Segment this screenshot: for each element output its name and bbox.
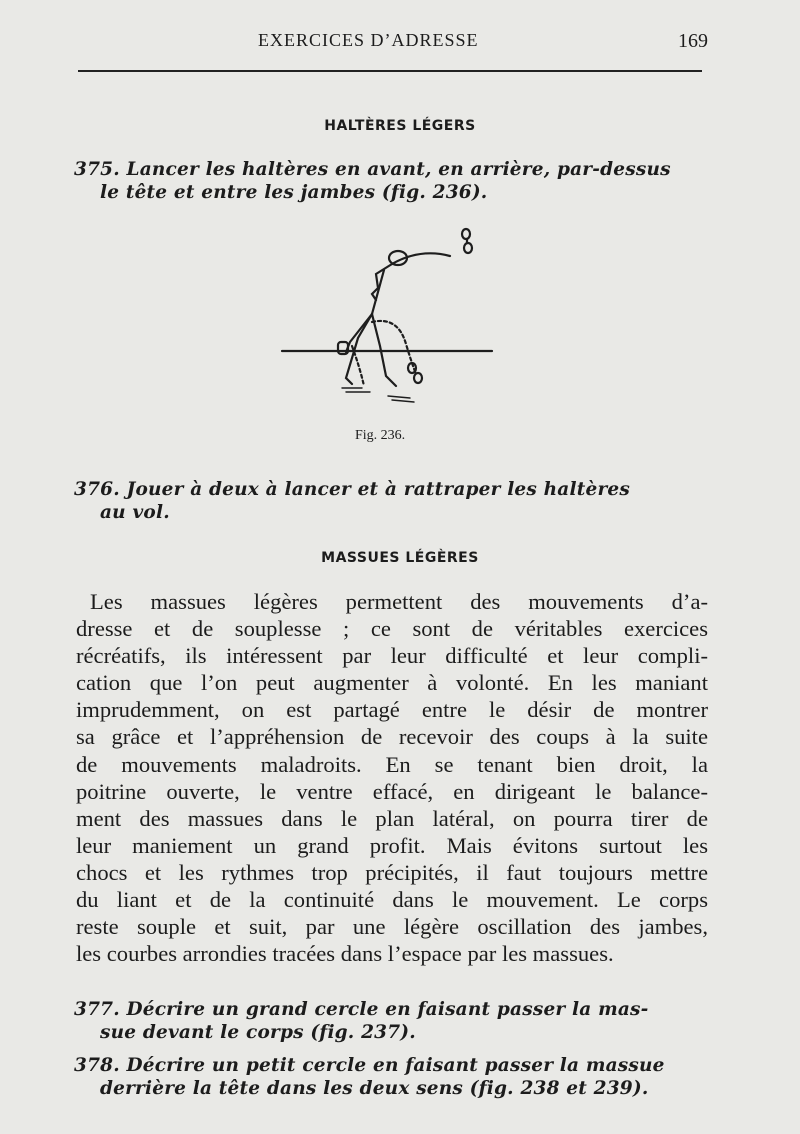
paragraph-line: sa grâce et l’appréhension de recevoir des coups à la suite <box>76 724 708 750</box>
exercise-376-line1: 376. Jouer à deux à lancer et à rattraper les haltères <box>74 479 630 500</box>
thrown-dumbbell <box>462 229 472 253</box>
running-title: EXERCICES D’ADRESSE <box>258 30 479 50</box>
figure-raised-arm <box>392 253 450 264</box>
ground-shadow <box>342 388 414 402</box>
section-title-massues: MASSUES LÉGÈRES <box>321 550 479 566</box>
exercise-377-line2: sue devant le corps (fig. 237). <box>100 1022 416 1043</box>
paragraph-line: dresse et de souplesse ; ce sont de véritables exercices <box>76 616 708 642</box>
exercise-378-line1: 378. Décrire un petit cercle en faisant passer la massue <box>74 1055 665 1076</box>
paragraph-line: leur maniement un grand profit. Mais évitons surtout les <box>76 832 708 858</box>
section-title-halteres: HALTÈRES LÉGERS <box>324 118 476 134</box>
exercise-375 <box>74 158 714 204</box>
paragraph-line: du liant et de la continuité dans le mouvement. Le corps <box>76 887 708 913</box>
exercise-377-line1: 377. Décrire un grand cercle en faisant passer la mas- <box>74 999 649 1020</box>
figure-236-illustration <box>280 218 500 418</box>
paragraph-line: récréatifs, ils intéressent par leur difficulté et leur compli- <box>76 643 708 669</box>
figure-left-leg <box>346 314 372 384</box>
exercise-377 <box>74 998 714 1044</box>
page-number: 169 <box>678 30 708 52</box>
header-rule <box>78 70 702 72</box>
paragraph-line: de mouvements maladroits. En se tenant bien droit, la <box>76 751 708 777</box>
paragraph-line: imprudemment, on est partagé entre le désir de montrer <box>76 697 708 723</box>
lower-dumbbell <box>408 363 422 383</box>
paragraph-line: ment des massues dans le plan latéral, on pourra tirer de <box>76 805 708 831</box>
exercise-378 <box>74 1054 714 1100</box>
trajectory-dots <box>372 321 416 374</box>
paragraph-line: Les massues légères permettent des mouvements d’a- <box>90 589 708 614</box>
paragraph-line: chocs et les rythmes trop précipités, il faut toujours mettre <box>76 859 708 885</box>
exercise-376 <box>74 478 714 524</box>
exercise-375-line1: 375. Lancer les haltères en avant, en arrière, par-dessus <box>74 159 671 180</box>
exercise-375-line2: le tête et entre les jambes (fig. 236). <box>100 182 488 203</box>
paragraph-line: reste souple et suit, par une légère oscillation des jambes, <box>76 914 708 940</box>
paragraph-line: les courbes arrondies tracées dans l’espace par les massues. <box>76 941 614 967</box>
exercise-376-line2: au vol. <box>100 502 170 523</box>
paragraph-line: cation que l’on peut augmenter à volonté. En les maniant <box>76 670 708 696</box>
figure-shoulder <box>372 264 392 300</box>
body-paragraph <box>76 588 708 967</box>
figure-caption: Fig. 236. <box>355 428 406 443</box>
exercise-378-line2: derrière la tête dans les deux sens (fig. 238 et 239). <box>100 1078 649 1099</box>
paragraph-line: poitrine ouverte, le ventre effacé, en dirigeant le balance- <box>76 778 708 804</box>
